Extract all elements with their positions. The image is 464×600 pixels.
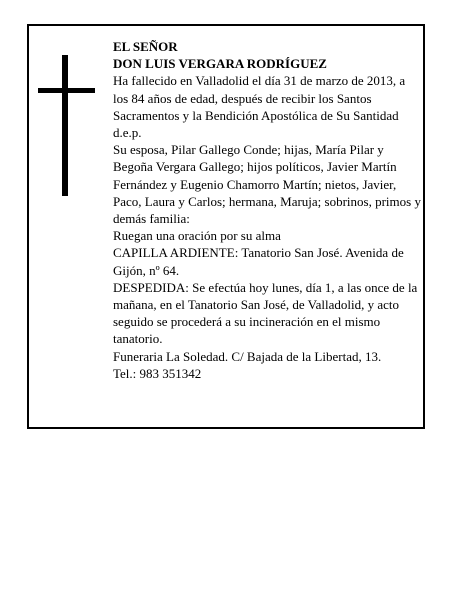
notice-deceased-name: DON LUIS VERGARA RODRÍGUEZ [113, 56, 327, 72]
cross-vertical-bar [62, 55, 68, 196]
notice-farewell: DESPEDIDA: Se efectúa hoy lunes, día 1, a las once de la mañana, en el Tanatorio San José, de Valladolid, y acto seguido se procederá a su incineración en el mismo tanatorio. [113, 279, 418, 347]
notice-funeral-home: Funeraria La Soledad. C/ Bajada de la Libertad, 13. [113, 348, 382, 364]
cross-icon [38, 55, 95, 196]
notice-phone: Tel.: 983 351342 [113, 365, 202, 381]
obituary-text [113, 38, 423, 382]
notice-family: Su esposa, Pilar Gallego Conde; hijas, María Pilar y Begoña Vergara Gallego; hijos políticos, Javier Martín Fernández y Eugenio Chamorro Martín; nietos, Javier, Paco, Laura y Carlos; hermana, Maruja; sobrinos, primos y demás familia: [113, 142, 421, 227]
notice-prayer: Ruegan una oración por su alma [113, 228, 281, 244]
notice-announcement: Ha fallecido en Valladolid el día 31 de marzo de 2013, a los 84 años de edad, después de recibir los Santos Sacramentos y la Bendición Apostólica de Su Santidad d.e.p. [113, 73, 406, 141]
cross-horizontal-bar [38, 88, 95, 93]
notice-chapel: CAPILLA ARDIENTE: Tanatorio San José. Avenida de Gijón, nº 64. [113, 245, 404, 278]
notice-title-line1: EL SEÑOR [113, 39, 178, 54]
